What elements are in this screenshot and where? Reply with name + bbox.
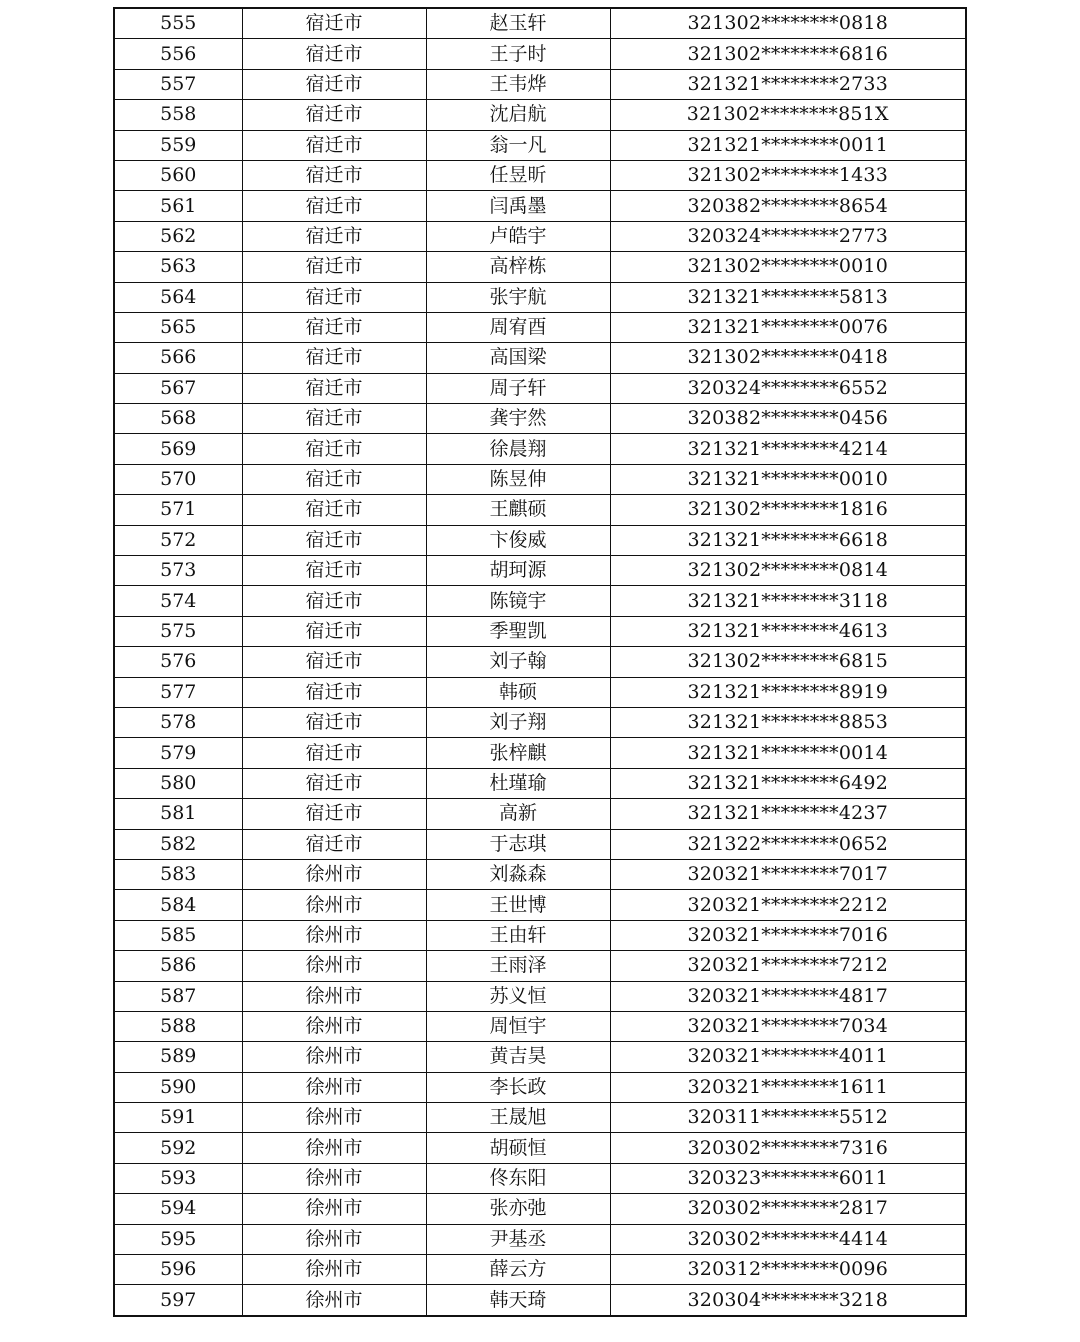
- city-cell: 宿迁市: [242, 39, 426, 69]
- city-cell: 宿迁市: [242, 373, 426, 403]
- id-number-cell: 321321********5813: [610, 282, 966, 312]
- person-name-cell: 任昱昕: [426, 160, 610, 190]
- person-name-cell: 胡硕恒: [426, 1133, 610, 1163]
- table-row: [114, 799, 966, 829]
- city-cell: 徐州市: [242, 920, 426, 950]
- table-row: [114, 1255, 966, 1285]
- person-name-cell: 周恒宇: [426, 1011, 610, 1041]
- row-number-cell: 582: [114, 829, 242, 859]
- row-number-cell: 575: [114, 616, 242, 646]
- person-name-cell: 高梓栋: [426, 252, 610, 282]
- id-number-cell: 321302********0814: [610, 556, 966, 586]
- person-name-cell: 王晟旭: [426, 1103, 610, 1133]
- table-row: [114, 1194, 966, 1224]
- city-cell: 宿迁市: [242, 221, 426, 251]
- row-number-cell: 565: [114, 312, 242, 342]
- person-name-cell: 张梓麒: [426, 738, 610, 768]
- id-number-cell: 320324********2773: [610, 221, 966, 251]
- id-number-cell: 321321********3118: [610, 586, 966, 616]
- row-number-cell: 555: [114, 8, 242, 39]
- table-row: [114, 1072, 966, 1102]
- person-name-cell: 王由轩: [426, 920, 610, 950]
- row-number-cell: 560: [114, 160, 242, 190]
- table-row: [114, 556, 966, 586]
- id-number-cell: 320321********2212: [610, 890, 966, 920]
- id-number-cell: 321321********2733: [610, 69, 966, 99]
- city-cell: 徐州市: [242, 1011, 426, 1041]
- person-name-cell: 翁一凡: [426, 130, 610, 160]
- city-cell: 徐州市: [242, 1072, 426, 1102]
- city-cell: 徐州市: [242, 981, 426, 1011]
- table-row: [114, 282, 966, 312]
- row-number-cell: 572: [114, 525, 242, 555]
- table-row: [114, 890, 966, 920]
- table-row: [114, 616, 966, 646]
- table-row: [114, 1224, 966, 1254]
- person-name-cell: 薛云方: [426, 1255, 610, 1285]
- id-number-cell: 320323********6011: [610, 1163, 966, 1193]
- city-cell: 宿迁市: [242, 799, 426, 829]
- city-cell: 宿迁市: [242, 495, 426, 525]
- city-cell: 徐州市: [242, 1133, 426, 1163]
- city-cell: 徐州市: [242, 1042, 426, 1072]
- table-row: [114, 1011, 966, 1041]
- id-number-cell: 320312********0096: [610, 1255, 966, 1285]
- id-number-cell: 321302********6815: [610, 647, 966, 677]
- city-cell: 徐州市: [242, 1194, 426, 1224]
- row-number-cell: 592: [114, 1133, 242, 1163]
- row-number-cell: 567: [114, 373, 242, 403]
- id-number-cell: 321321********8919: [610, 677, 966, 707]
- id-number-cell: 320324********6552: [610, 373, 966, 403]
- person-name-cell: 高国梁: [426, 343, 610, 373]
- city-cell: 徐州市: [242, 1285, 426, 1316]
- table-row: [114, 738, 966, 768]
- city-cell: 宿迁市: [242, 8, 426, 39]
- city-cell: 徐州市: [242, 859, 426, 889]
- table-row: [114, 495, 966, 525]
- id-number-cell: 321321********0011: [610, 130, 966, 160]
- row-number-cell: 556: [114, 39, 242, 69]
- table-row: [114, 525, 966, 555]
- id-number-cell: 321302********0010: [610, 252, 966, 282]
- id-number-cell: 320321********7034: [610, 1011, 966, 1041]
- row-number-cell: 573: [114, 556, 242, 586]
- row-number-cell: 559: [114, 130, 242, 160]
- city-cell: 宿迁市: [242, 252, 426, 282]
- person-name-cell: 龚宇然: [426, 404, 610, 434]
- row-number-cell: 570: [114, 464, 242, 494]
- city-cell: 徐州市: [242, 1163, 426, 1193]
- city-cell: 宿迁市: [242, 677, 426, 707]
- id-number-cell: 321321********8853: [610, 707, 966, 737]
- row-number-cell: 558: [114, 100, 242, 130]
- city-cell: 宿迁市: [242, 586, 426, 616]
- table-row: [114, 981, 966, 1011]
- city-cell: 宿迁市: [242, 312, 426, 342]
- row-number-cell: 596: [114, 1255, 242, 1285]
- table-row: [114, 160, 966, 190]
- row-number-cell: 586: [114, 951, 242, 981]
- person-name-cell: 陈镜宇: [426, 586, 610, 616]
- id-number-cell: 320382********8654: [610, 191, 966, 221]
- row-number-cell: 591: [114, 1103, 242, 1133]
- table-row: [114, 1133, 966, 1163]
- city-cell: 宿迁市: [242, 69, 426, 99]
- table-row: [114, 677, 966, 707]
- id-number-cell: 321302********6816: [610, 39, 966, 69]
- person-name-cell: 王雨泽: [426, 951, 610, 981]
- id-number-cell: 321302********1433: [610, 160, 966, 190]
- roster-table-body: [114, 8, 966, 1316]
- id-number-cell: 321321********6618: [610, 525, 966, 555]
- city-cell: 宿迁市: [242, 343, 426, 373]
- table-row: [114, 829, 966, 859]
- id-number-cell: 320321********7212: [610, 951, 966, 981]
- city-cell: 徐州市: [242, 890, 426, 920]
- table-row: [114, 707, 966, 737]
- id-number-cell: 321302********0418: [610, 343, 966, 373]
- person-name-cell: 卢皓宇: [426, 221, 610, 251]
- person-name-cell: 张亦弛: [426, 1194, 610, 1224]
- city-cell: 宿迁市: [242, 768, 426, 798]
- table-row: [114, 920, 966, 950]
- id-number-cell: 321321********4214: [610, 434, 966, 464]
- person-name-cell: 刘淼森: [426, 859, 610, 889]
- row-number-cell: 597: [114, 1285, 242, 1316]
- city-cell: 宿迁市: [242, 738, 426, 768]
- person-name-cell: 杜瑾瑜: [426, 768, 610, 798]
- table-row: [114, 39, 966, 69]
- city-cell: 宿迁市: [242, 556, 426, 586]
- table-row: [114, 221, 966, 251]
- person-name-cell: 卞俊威: [426, 525, 610, 555]
- row-number-cell: 589: [114, 1042, 242, 1072]
- city-cell: 徐州市: [242, 1255, 426, 1285]
- person-name-cell: 刘子翔: [426, 707, 610, 737]
- person-name-cell: 季聖凯: [426, 616, 610, 646]
- city-cell: 宿迁市: [242, 191, 426, 221]
- person-name-cell: 张宇航: [426, 282, 610, 312]
- person-name-cell: 胡珂源: [426, 556, 610, 586]
- id-number-cell: 321321********0076: [610, 312, 966, 342]
- row-number-cell: 577: [114, 677, 242, 707]
- table-row: [114, 1042, 966, 1072]
- row-number-cell: 563: [114, 252, 242, 282]
- table-row: [114, 343, 966, 373]
- table-row: [114, 464, 966, 494]
- id-number-cell: 321322********0652: [610, 829, 966, 859]
- city-cell: 宿迁市: [242, 282, 426, 312]
- id-number-cell: 320302********7316: [610, 1133, 966, 1163]
- table-row: [114, 252, 966, 282]
- person-name-cell: 徐晨翔: [426, 434, 610, 464]
- city-cell: 徐州市: [242, 951, 426, 981]
- city-cell: 宿迁市: [242, 525, 426, 555]
- row-number-cell: 576: [114, 647, 242, 677]
- table-row: [114, 191, 966, 221]
- table-row: [114, 586, 966, 616]
- id-number-cell: 321321********0010: [610, 464, 966, 494]
- row-number-cell: 574: [114, 586, 242, 616]
- person-name-cell: 陈昱伸: [426, 464, 610, 494]
- id-number-cell: 321321********4613: [610, 616, 966, 646]
- id-number-cell: 320321********7016: [610, 920, 966, 950]
- table-row: [114, 859, 966, 889]
- id-number-cell: 321302********851X: [610, 100, 966, 130]
- row-number-cell: 588: [114, 1011, 242, 1041]
- person-name-cell: 刘子翰: [426, 647, 610, 677]
- id-number-cell: 320302********4414: [610, 1224, 966, 1254]
- id-number-cell: 320321********1611: [610, 1072, 966, 1102]
- row-number-cell: 594: [114, 1194, 242, 1224]
- id-number-cell: 321321********4237: [610, 799, 966, 829]
- id-number-cell: 321302********1816: [610, 495, 966, 525]
- city-cell: 宿迁市: [242, 707, 426, 737]
- roster-table: [113, 7, 967, 1317]
- id-number-cell: 321302********0818: [610, 8, 966, 39]
- row-number-cell: 566: [114, 343, 242, 373]
- city-cell: 宿迁市: [242, 434, 426, 464]
- table-row: [114, 312, 966, 342]
- id-number-cell: 320311********5512: [610, 1103, 966, 1133]
- row-number-cell: 593: [114, 1163, 242, 1193]
- table-row: [114, 647, 966, 677]
- person-name-cell: 佟东阳: [426, 1163, 610, 1193]
- row-number-cell: 590: [114, 1072, 242, 1102]
- id-number-cell: 321321********0014: [610, 738, 966, 768]
- row-number-cell: 564: [114, 282, 242, 312]
- row-number-cell: 595: [114, 1224, 242, 1254]
- person-name-cell: 周宥酉: [426, 312, 610, 342]
- row-number-cell: 569: [114, 434, 242, 464]
- id-number-cell: 320321********7017: [610, 859, 966, 889]
- row-number-cell: 583: [114, 859, 242, 889]
- table-row: [114, 130, 966, 160]
- person-name-cell: 尹基丞: [426, 1224, 610, 1254]
- city-cell: 宿迁市: [242, 647, 426, 677]
- id-number-cell: 320304********3218: [610, 1285, 966, 1316]
- person-name-cell: 高新: [426, 799, 610, 829]
- city-cell: 宿迁市: [242, 404, 426, 434]
- person-name-cell: 王子时: [426, 39, 610, 69]
- city-cell: 宿迁市: [242, 130, 426, 160]
- id-number-cell: 321321********6492: [610, 768, 966, 798]
- row-number-cell: 561: [114, 191, 242, 221]
- row-number-cell: 587: [114, 981, 242, 1011]
- id-number-cell: 320302********2817: [610, 1194, 966, 1224]
- row-number-cell: 581: [114, 799, 242, 829]
- table-row: [114, 434, 966, 464]
- row-number-cell: 571: [114, 495, 242, 525]
- table-row: [114, 373, 966, 403]
- person-name-cell: 于志琪: [426, 829, 610, 859]
- table-row: [114, 1103, 966, 1133]
- row-number-cell: 585: [114, 920, 242, 950]
- row-number-cell: 579: [114, 738, 242, 768]
- city-cell: 宿迁市: [242, 616, 426, 646]
- table-row: [114, 951, 966, 981]
- person-name-cell: 韩硕: [426, 677, 610, 707]
- city-cell: 宿迁市: [242, 100, 426, 130]
- table-row: [114, 404, 966, 434]
- row-number-cell: 568: [114, 404, 242, 434]
- id-number-cell: 320321********4011: [610, 1042, 966, 1072]
- table-row: [114, 1285, 966, 1316]
- person-name-cell: 苏义恒: [426, 981, 610, 1011]
- table-row: [114, 8, 966, 39]
- row-number-cell: 562: [114, 221, 242, 251]
- city-cell: 宿迁市: [242, 160, 426, 190]
- city-cell: 徐州市: [242, 1103, 426, 1133]
- person-name-cell: 韩天琦: [426, 1285, 610, 1316]
- person-name-cell: 李长政: [426, 1072, 610, 1102]
- city-cell: 宿迁市: [242, 829, 426, 859]
- person-name-cell: 王麒硕: [426, 495, 610, 525]
- city-cell: 宿迁市: [242, 464, 426, 494]
- person-name-cell: 周子轩: [426, 373, 610, 403]
- person-name-cell: 赵玉轩: [426, 8, 610, 39]
- person-name-cell: 王世博: [426, 890, 610, 920]
- row-number-cell: 584: [114, 890, 242, 920]
- table-row: [114, 69, 966, 99]
- person-name-cell: 闫禹墨: [426, 191, 610, 221]
- person-name-cell: 黄吉昊: [426, 1042, 610, 1072]
- person-name-cell: 沈启航: [426, 100, 610, 130]
- person-name-cell: 王韦烨: [426, 69, 610, 99]
- row-number-cell: 557: [114, 69, 242, 99]
- table-row: [114, 100, 966, 130]
- id-number-cell: 320321********4817: [610, 981, 966, 1011]
- city-cell: 徐州市: [242, 1224, 426, 1254]
- row-number-cell: 580: [114, 768, 242, 798]
- row-number-cell: 578: [114, 707, 242, 737]
- table-row: [114, 768, 966, 798]
- table-row: [114, 1163, 966, 1193]
- id-number-cell: 320382********0456: [610, 404, 966, 434]
